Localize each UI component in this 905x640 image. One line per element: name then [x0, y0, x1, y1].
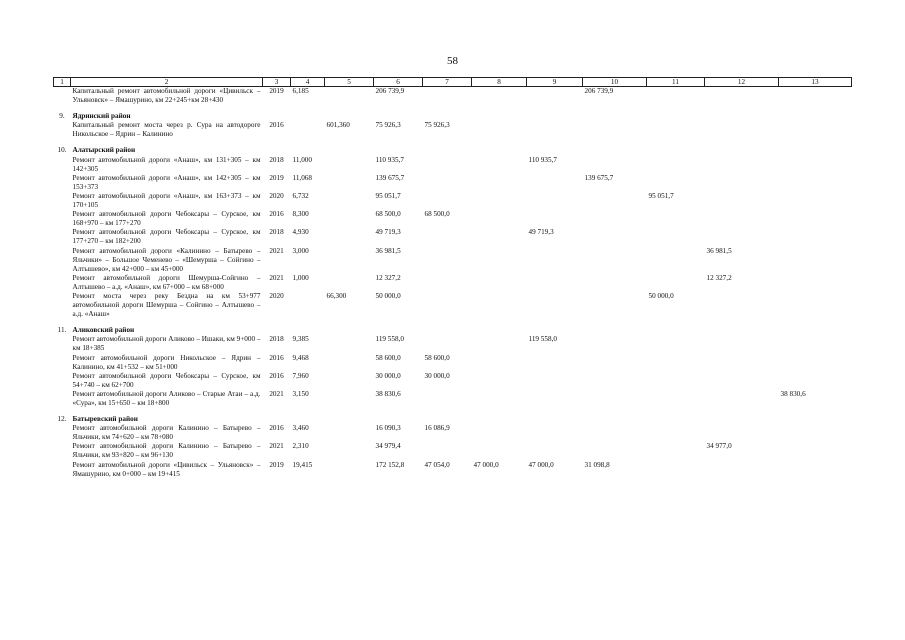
cell-col-7: 68 500,0: [424, 210, 450, 219]
cell-col-7: [423, 228, 472, 246]
cell-col-10: [583, 156, 647, 174]
cell-col-11: [647, 442, 705, 460]
cell-col-4: 9,468: [292, 353, 309, 362]
table-row: [54, 156, 852, 174]
table-body: [54, 87, 852, 479]
cell-col-12: [705, 424, 779, 442]
column-header-12: 12: [705, 78, 779, 87]
cell-col-12: [705, 335, 779, 353]
cell-col-13: [779, 228, 852, 246]
cell-col-11: [647, 156, 705, 174]
cell-col-7: [423, 247, 472, 274]
column-header-9: 9: [527, 78, 583, 87]
cell-col-11: [647, 354, 705, 372]
table-row: [54, 442, 852, 460]
cell-col-12: [705, 156, 779, 174]
object-name: Ремонт автомобильной дороги Чебоксары – Сурское, км 177+270 – км 182+200: [72, 228, 261, 246]
cell-col-3: 2019: [269, 460, 284, 469]
cell-col-3: 2016: [269, 210, 284, 219]
cell-col-7: [423, 390, 472, 408]
cell-col-6: 58 600,0: [375, 353, 401, 362]
column-header-11: 11: [647, 78, 705, 87]
table-header: [54, 78, 852, 87]
cell-col-4: [291, 121, 325, 139]
row-number: [54, 424, 71, 442]
section-title: Аликовский район: [72, 326, 135, 335]
cell-col-11: [647, 424, 705, 442]
cell-col-7: [423, 87, 472, 106]
cell-col-7: 16 086,9: [424, 424, 450, 433]
page-number: 58: [447, 55, 458, 67]
spacer-cell: [54, 408, 852, 415]
object-name: Ремонт автомобильной дороги «Анаш», км 131+305 – км 142+305: [72, 155, 261, 173]
header-row: [54, 78, 852, 87]
table-row: [54, 174, 852, 192]
cell-col-5: [325, 247, 374, 274]
cell-col-9: [527, 87, 583, 106]
column-header-5: 5: [325, 78, 374, 87]
table-row: [54, 461, 852, 479]
row-number: [54, 210, 71, 228]
cell-col-8: [472, 156, 527, 174]
cell-col-9: 49 719,3: [528, 228, 554, 237]
cell-col-12: [705, 372, 779, 390]
cell-col-4: [291, 292, 325, 319]
cell-col-8: [472, 424, 527, 442]
cell-col-8: [472, 335, 527, 353]
cell-col-6: 49 719,3: [375, 228, 401, 237]
cell-col-13: [779, 247, 852, 274]
row-number: [54, 292, 71, 319]
section-row: [54, 112, 852, 121]
column-header-8: 8: [472, 78, 527, 87]
cell-col-8: [472, 442, 527, 460]
cell-col-7: 30 000,0: [424, 371, 450, 380]
cell-col-8: [472, 390, 527, 408]
cell-col-11: [647, 390, 705, 408]
cell-col-3: 2021: [269, 442, 284, 451]
cell-col-9: [527, 174, 583, 192]
cell-col-11: 95 051,7: [648, 191, 674, 200]
cell-col-10: 139 675,7: [584, 173, 614, 182]
cell-col-13: [779, 210, 852, 228]
cell-col-8: [472, 292, 527, 319]
table-row: [54, 372, 852, 390]
cell-col-5: 601,360: [326, 121, 350, 130]
cell-col-11: [647, 372, 705, 390]
table-row: [54, 274, 852, 292]
column-header-6: 6: [374, 78, 423, 87]
cell-col-4: 6,732: [292, 191, 309, 200]
cell-col-5: [325, 372, 374, 390]
cell-col-6: 75 926,3: [375, 121, 401, 130]
column-header-7: 7: [423, 78, 472, 87]
cell-col-6: 30 000,0: [375, 371, 401, 380]
cell-col-8: [472, 372, 527, 390]
column-header-3: 3: [263, 78, 291, 87]
cell-col-9: [527, 192, 583, 210]
cell-col-13: [779, 424, 852, 442]
row-number: [54, 390, 71, 408]
cell-col-8: [472, 174, 527, 192]
cell-col-4: 6,185: [292, 87, 309, 95]
table-row: [54, 354, 852, 372]
cell-col-7: [423, 442, 472, 460]
cell-col-9: [527, 424, 583, 442]
cell-col-11: [647, 121, 705, 139]
cell-col-5: [325, 390, 374, 408]
cell-col-3: 2016: [269, 424, 284, 433]
row-number: [54, 121, 71, 139]
cell-col-5: [325, 461, 374, 479]
cell-col-7: 47 054,0: [424, 460, 450, 469]
cell-col-13: [779, 335, 852, 353]
cell-col-4: 4,930: [292, 228, 309, 237]
table-row: [54, 192, 852, 210]
cell-col-12: [705, 210, 779, 228]
cell-col-11: [647, 335, 705, 353]
object-name: Ремонт автомобильной дороги «Калинино – Батырево – Яльчики» – Большое Чеменево – «Шемурша – Сойгино – Алтышево», км 42+000 – км 45+000: [72, 246, 261, 273]
object-name: Ремонт автомобильной дороги «Анаш», км 142+305 – км 153+373: [72, 173, 261, 191]
cell-col-11: 50 000,0: [648, 291, 674, 300]
cell-col-3: 2019: [269, 87, 284, 95]
row-number: [54, 372, 71, 390]
spacer-cell: [54, 139, 852, 146]
cell-col-8: [472, 274, 527, 292]
cell-col-6: 206 739,9: [375, 87, 405, 95]
spacer-row: [54, 105, 852, 112]
cell-col-11: [647, 210, 705, 228]
object-name: Ремонт автомобильной дороги «Цивильск – Ульяновск» – Ямашурино, км 0+000 – км 19+415: [72, 460, 261, 478]
cell-col-11: [647, 461, 705, 479]
cell-col-4: 2,310: [292, 442, 309, 451]
cell-col-8: [472, 228, 527, 246]
cell-col-10: [583, 335, 647, 353]
cell-col-8: [472, 121, 527, 139]
cell-col-11: [647, 174, 705, 192]
column-header-10: 10: [583, 78, 647, 87]
section-row: [54, 326, 852, 335]
cell-col-5: [325, 335, 374, 353]
cell-col-10: [583, 354, 647, 372]
cell-col-13: [779, 461, 852, 479]
column-header-2: 2: [71, 78, 263, 87]
table-row: [54, 121, 852, 139]
cell-col-5: [325, 442, 374, 460]
cell-col-12: [705, 390, 779, 408]
cell-col-4: 11,000: [292, 155, 312, 164]
cell-col-5: [325, 354, 374, 372]
cell-col-6: 139 675,7: [375, 173, 405, 182]
cell-col-10: [583, 210, 647, 228]
cell-col-6: 95 051,7: [375, 191, 401, 200]
cell-col-10: [583, 274, 647, 292]
cell-col-5: 66,300: [326, 291, 347, 300]
cell-col-9: [527, 121, 583, 139]
cell-col-12: [705, 354, 779, 372]
cell-col-5: [325, 424, 374, 442]
object-name: Ремонт автомобильной дороги Калинино – Батырево – Яльчики, км 93+820 – км 96+130: [72, 442, 261, 460]
cell-col-3: 2021: [269, 273, 284, 282]
spacer-cell: [54, 105, 852, 112]
table-row: [54, 247, 852, 274]
cell-col-11: [647, 87, 705, 106]
spacer-row: [54, 139, 852, 146]
section-title: Ядринский район: [72, 112, 131, 121]
cell-col-7: [423, 292, 472, 319]
cell-col-13: [779, 87, 852, 106]
cell-col-10: [583, 424, 647, 442]
object-name: Ремонт автомобильной дороги Аликово – Ишаки, км 9+000 – км 18+385: [72, 335, 261, 353]
row-number: [54, 335, 71, 353]
cell-col-7: [423, 335, 472, 353]
cell-col-6: 68 500,0: [375, 210, 401, 219]
table-row: [54, 292, 852, 319]
cell-col-3: 2016: [269, 371, 284, 380]
section-number: 11.: [57, 326, 67, 335]
cell-col-12: 34 977,0: [706, 442, 732, 451]
spacer-row: [54, 408, 852, 415]
cell-col-8: [472, 192, 527, 210]
cell-col-10: [583, 247, 647, 274]
program-table: [53, 77, 852, 479]
cell-col-13: [779, 156, 852, 174]
cell-col-5: [325, 210, 374, 228]
cell-col-5: [325, 174, 374, 192]
cell-col-10: [583, 292, 647, 319]
cell-col-3: 2018: [269, 335, 284, 344]
row-number: [54, 87, 71, 106]
cell-col-10: 206 739,9: [584, 87, 614, 95]
cell-col-7: 58 600,0: [424, 353, 450, 362]
cell-col-6: 172 152,8: [375, 460, 405, 469]
cell-col-3: 2018: [269, 228, 284, 237]
cell-col-13: [779, 274, 852, 292]
row-number: [54, 192, 71, 210]
cell-col-12: 36 981,5: [706, 246, 732, 255]
cell-col-7: [423, 192, 472, 210]
cell-col-10: [583, 390, 647, 408]
row-number: [54, 274, 71, 292]
row-number: [54, 156, 71, 174]
section-title: Батыревский район: [72, 415, 138, 424]
cell-col-4: 19,415: [292, 460, 313, 469]
cell-col-6: 12 327,2: [375, 273, 401, 282]
cell-col-9: [527, 210, 583, 228]
cell-col-3: 2020: [269, 191, 284, 200]
cell-col-7: 75 926,3: [424, 121, 450, 130]
cell-col-6: 50 000,0: [375, 291, 401, 300]
cell-col-12: 12 327,2: [706, 273, 732, 282]
object-name: Ремонт автомобильной дороги Шемурша-Сойгино – Алтышево – а.д. «Анаш», км 67+000 – км 68+000: [72, 273, 261, 291]
cell-col-9: [527, 292, 583, 319]
object-name: Капитальный ремонт моста через р. Сура на автодороге Никольское – Ядрин – Калинино: [72, 121, 261, 139]
cell-col-9: [527, 354, 583, 372]
table-row: [54, 87, 852, 106]
cell-col-12: [705, 192, 779, 210]
cell-col-3: 2016: [269, 121, 284, 130]
cell-col-13: [779, 121, 852, 139]
table-row: [54, 390, 852, 408]
cell-col-6: 119 558,0: [375, 335, 404, 344]
object-name: Ремонт автомобильной дороги Чебоксары – Сурское, км 168+970 – км 177+270: [72, 210, 261, 228]
cell-col-4: 3,460: [292, 424, 309, 433]
table-row: [54, 424, 852, 442]
cell-col-8: [472, 87, 527, 106]
table-row: [54, 210, 852, 228]
cell-col-9: 119 558,0: [528, 335, 557, 344]
section-number: 10.: [57, 146, 67, 155]
cell-col-13: [779, 354, 852, 372]
cell-col-3: 2021: [269, 389, 284, 398]
cell-col-8: [472, 354, 527, 372]
section-row: [54, 415, 852, 424]
cell-col-6: 34 979,4: [375, 442, 401, 451]
cell-col-9: 110 935,7: [528, 155, 557, 164]
cell-col-4: 1,000: [292, 273, 309, 282]
cell-col-12: [705, 121, 779, 139]
cell-col-11: [647, 228, 705, 246]
cell-col-3: 2018: [269, 155, 284, 164]
cell-col-8: 47 000,0: [473, 460, 499, 469]
cell-col-12: [705, 87, 779, 106]
column-header-13: 13: [779, 78, 852, 87]
cell-col-8: [472, 247, 527, 274]
cell-col-7: [423, 156, 472, 174]
row-number: [54, 174, 71, 192]
cell-col-5: [325, 192, 374, 210]
cell-col-6: 16 090,3: [375, 424, 401, 433]
cell-col-13: [779, 174, 852, 192]
object-name: Ремонт автомобильной дороги Калинино – Батырево – Яльчики, км 74+620 – км 78+080: [72, 424, 261, 442]
cell-col-10: 31 098,8: [584, 460, 610, 469]
cell-col-3: 2020: [269, 291, 284, 300]
cell-col-10: [583, 442, 647, 460]
cell-col-12: [705, 228, 779, 246]
cell-col-5: [325, 87, 374, 106]
object-name: Ремонт автомобильной дороги Никольское – Ядрин – Калинино, км 41+532 – км 51+000: [72, 353, 261, 371]
object-name: Ремонт автомобильной дороги Чебоксары – Сурское, км 54+740 – км 62+700: [72, 371, 261, 389]
cell-col-9: 47 000,0: [528, 460, 554, 469]
cell-col-6: 110 935,7: [375, 155, 404, 164]
cell-col-13: [779, 442, 852, 460]
cell-col-13: [779, 372, 852, 390]
section-title: Алатырский район: [72, 146, 136, 155]
cell-col-4: 3,150: [292, 389, 309, 398]
cell-col-9: [527, 390, 583, 408]
object-name: Ремонт автомобильной дороги «Анаш», км 163+373 – км 170+105: [72, 191, 261, 210]
table-row: [54, 335, 852, 353]
column-header-1: 1: [54, 78, 71, 87]
object-name: Капитальный ремонт автомобильной дороги «Цивильск – Ульяновск» – Ямашурино, км 22+245+км 28+430: [72, 87, 261, 105]
row-number: [54, 247, 71, 274]
row-number: [54, 461, 71, 479]
cell-col-10: [583, 192, 647, 210]
cell-col-11: [647, 274, 705, 292]
cell-col-7: [423, 174, 472, 192]
cell-col-12: [705, 461, 779, 479]
cell-col-12: [705, 292, 779, 319]
cell-col-8: [472, 210, 527, 228]
cell-col-9: [527, 442, 583, 460]
object-name: Ремонт автомобильной дороги Аликово – Старые Атаи – а.д. «Сура», км 15+650 – км 18+800: [72, 389, 261, 407]
cell-col-4: 11,068: [292, 173, 312, 182]
section-number: 12.: [57, 415, 67, 424]
cell-col-13: [779, 192, 852, 210]
cell-col-10: [583, 121, 647, 139]
cell-col-6: 36 981,5: [375, 246, 401, 255]
cell-col-3: 2021: [269, 246, 284, 255]
cell-col-13: 38 830,6: [780, 389, 806, 398]
row-number: [54, 354, 71, 372]
cell-col-10: [583, 372, 647, 390]
row-number: [54, 442, 71, 460]
cell-col-9: [527, 247, 583, 274]
object-name: Ремонт моста через реку Бездна на км 53+977 автомобильной дороги Шемурша – Сойгино – Алтышево – а.д. «Анаш»: [72, 291, 261, 319]
section-row: [54, 146, 852, 155]
cell-col-10: [583, 228, 647, 246]
cell-col-7: [423, 274, 472, 292]
cell-col-3: 2019: [269, 173, 284, 182]
cell-col-9: [527, 274, 583, 292]
cell-col-5: [325, 274, 374, 292]
spacer-cell: [54, 319, 852, 326]
cell-col-6: 38 830,6: [375, 389, 401, 398]
cell-col-4: 8,300: [292, 210, 309, 219]
cell-col-4: 3,000: [292, 246, 309, 255]
cell-col-12: [705, 174, 779, 192]
spacer-row: [54, 319, 852, 326]
cell-col-9: [527, 372, 583, 390]
table-row: [54, 228, 852, 246]
cell-col-4: 9,385: [292, 335, 309, 344]
cell-col-11: [647, 247, 705, 274]
column-header-4: 4: [291, 78, 325, 87]
cell-col-4: 7,960: [292, 371, 309, 380]
cell-col-13: [779, 292, 852, 319]
cell-col-5: [325, 156, 374, 174]
row-number: [54, 228, 71, 246]
cell-col-3: 2016: [269, 353, 284, 362]
cell-col-5: [325, 228, 374, 246]
section-number: 9.: [59, 112, 65, 121]
